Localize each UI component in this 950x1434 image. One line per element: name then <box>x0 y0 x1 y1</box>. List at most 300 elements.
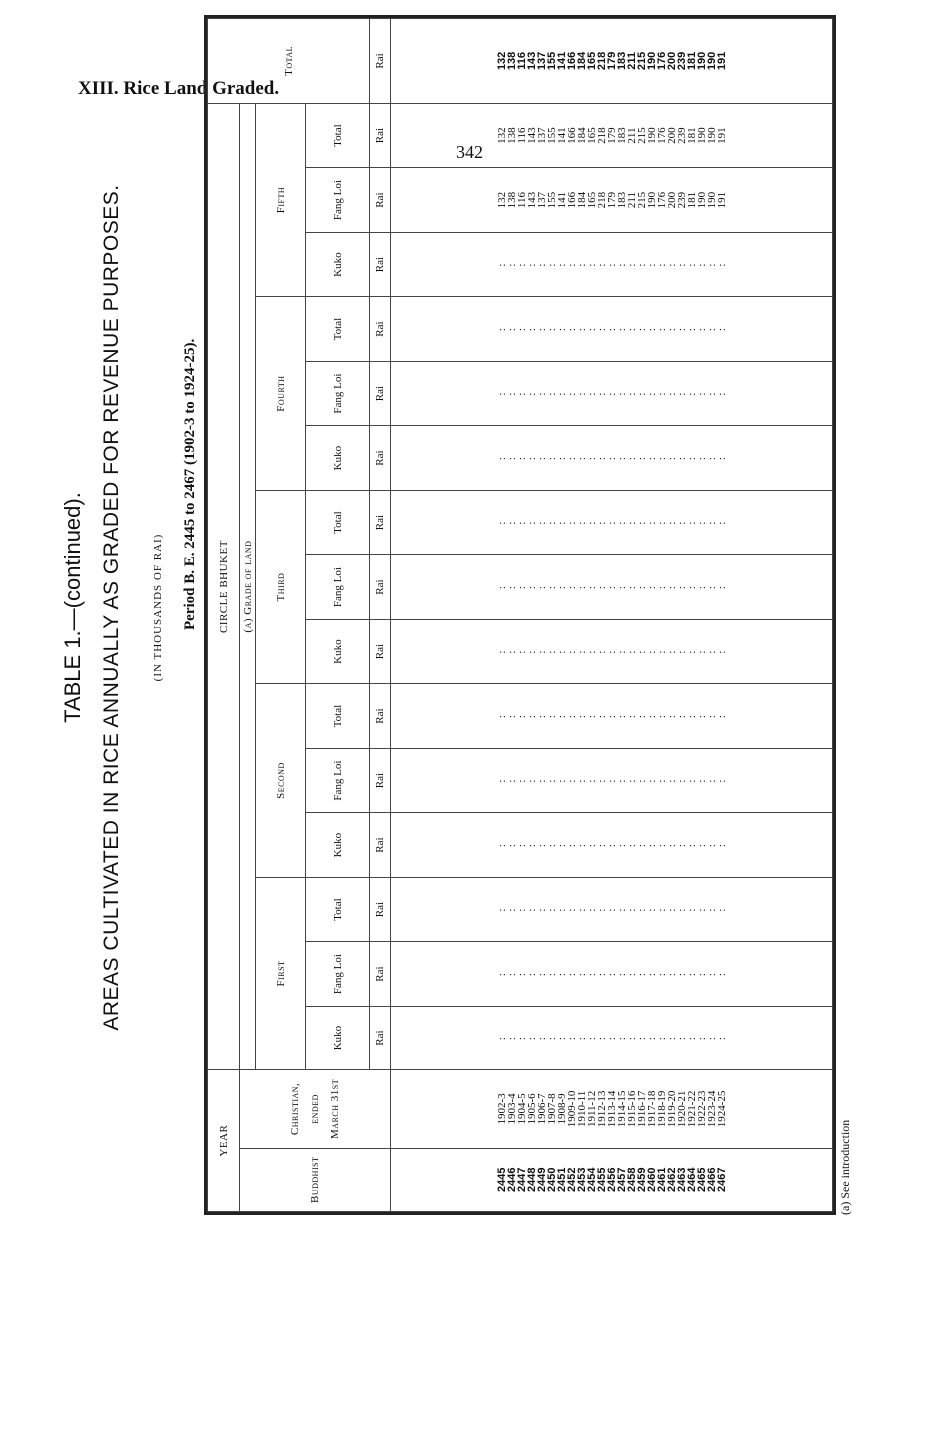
empty-cell: : <box>715 262 728 267</box>
empty-cell: : <box>545 649 558 654</box>
empty-cell: : <box>605 520 618 525</box>
fourth-kuko-column <box>391 426 833 491</box>
empty-cell: : <box>655 391 668 396</box>
empty-cell: : <box>635 585 648 590</box>
empty-cell: : <box>565 327 578 332</box>
empty-cell: : <box>705 585 718 590</box>
empty-cell: : <box>505 391 518 396</box>
empty-cell: : <box>665 972 678 977</box>
empty-cell: : <box>555 907 568 912</box>
fifth-fang-loi-cell: 137 <box>535 191 548 209</box>
unit-row <box>370 19 391 1212</box>
data-table-frame <box>204 15 836 1215</box>
total-header: Total <box>208 19 370 104</box>
empty-cell: : <box>715 585 728 590</box>
buddhist-year-cell: 2447 <box>515 1167 528 1193</box>
empty-cell: : <box>615 520 628 525</box>
grand-total-cell: 190 <box>705 51 718 71</box>
empty-cell: : <box>535 649 548 654</box>
empty-cell: : <box>645 391 658 396</box>
empty-cell: : <box>555 520 568 525</box>
fifth-total-cell: 184 <box>575 127 588 144</box>
fifth-total-cell: 165 <box>585 127 598 144</box>
grand-total-cell: 181 <box>685 51 698 71</box>
first-total-header: Total <box>306 877 370 942</box>
empty-cell: : <box>715 520 728 525</box>
empty-cell: : <box>635 456 648 461</box>
unit-label: Rai <box>370 1006 391 1069</box>
christian-year-cell: 1918-19 <box>655 1090 668 1128</box>
fifth-fang-loi-cell: 191 <box>715 191 728 209</box>
empty-cell: : <box>595 649 608 654</box>
empty-cell: : <box>515 907 528 912</box>
unit-label: Rai <box>370 297 391 362</box>
empty-cell: : <box>625 1036 638 1041</box>
empty-cell: : <box>605 714 618 719</box>
empty-cell: : <box>495 262 508 267</box>
empty-cell: : <box>505 262 518 267</box>
christian-year-cell: 1913-14 <box>605 1090 618 1128</box>
empty-cell: : <box>635 714 648 719</box>
grand-total-cell: 191 <box>715 51 728 71</box>
buddhist-year-column <box>391 1148 833 1211</box>
empty-cell: : <box>545 262 558 267</box>
empty-cell: : <box>605 1036 618 1041</box>
empty-cell: : <box>645 456 658 461</box>
rice-land-table <box>207 18 833 1212</box>
grand-total-cell: 141 <box>555 51 568 71</box>
empty-cell: : <box>535 1036 548 1041</box>
empty-cell: : <box>575 649 588 654</box>
christian-year-cell: 1924-25 <box>715 1090 728 1128</box>
empty-cell: : <box>565 907 578 912</box>
grand-total-cell: 137 <box>535 51 548 71</box>
empty-cell: : <box>615 843 628 848</box>
empty-cell: : <box>675 391 688 396</box>
fifth-fang-loi-cell: 215 <box>635 191 648 209</box>
third-kuko-column <box>391 619 833 684</box>
empty-cell: : <box>615 262 628 267</box>
empty-cell: : <box>595 778 608 783</box>
empty-cell: : <box>595 907 608 912</box>
empty-cell: : <box>515 649 528 654</box>
empty-cell: : <box>655 778 668 783</box>
empty-cell: : <box>565 778 578 783</box>
empty-cell: : <box>715 1036 728 1041</box>
third-fang-loi-column <box>391 555 833 620</box>
empty-cell: : <box>685 1036 698 1041</box>
empty-cell: : <box>555 456 568 461</box>
empty-cell: : <box>495 907 508 912</box>
christian-year-cell: 1905-6 <box>525 1093 538 1125</box>
empty-cell: : <box>515 585 528 590</box>
christian-year-cell: 1914-15 <box>615 1090 628 1128</box>
fifth-fang-loi-cell: 138 <box>505 191 518 209</box>
empty-cell: : <box>575 585 588 590</box>
empty-cell: : <box>665 327 678 332</box>
empty-cell: : <box>675 456 688 461</box>
empty-cell: : <box>645 907 658 912</box>
fifth-total-cell: 239 <box>675 127 688 144</box>
empty-cell: : <box>495 1036 508 1041</box>
empty-cell: : <box>575 714 588 719</box>
fourth-kuko-header: Kuko <box>306 426 370 491</box>
empty-cell: : <box>595 585 608 590</box>
empty-cell: : <box>595 714 608 719</box>
empty-cell: : <box>635 391 648 396</box>
empty-cell: : <box>595 327 608 332</box>
fifth-total-header: Total <box>306 103 370 168</box>
empty-cell: : <box>695 778 708 783</box>
empty-cell: : <box>535 585 548 590</box>
empty-cell: : <box>555 391 568 396</box>
empty-cell: : <box>545 972 558 977</box>
empty-cell: : <box>645 649 658 654</box>
empty-cell: : <box>605 778 618 783</box>
empty-cell: : <box>575 1036 588 1041</box>
empty-cell: : <box>625 520 638 525</box>
empty-cell: : <box>525 649 538 654</box>
grade-first-header: First <box>256 877 306 1069</box>
grand-total-cell: 165 <box>585 51 598 71</box>
fifth-fang-loi-cell: 218 <box>595 191 608 209</box>
empty-cell: : <box>495 456 508 461</box>
second-kuko-header: Kuko <box>306 813 370 878</box>
unit-label: Rai <box>370 19 391 104</box>
empty-cell: : <box>575 456 588 461</box>
empty-cell: : <box>585 649 598 654</box>
christian-year-cell: 1902-3 <box>495 1093 508 1125</box>
christian-year-cell: 1915-16 <box>625 1090 638 1128</box>
fifth-fang-loi-cell: 190 <box>695 191 708 209</box>
empty-cell: : <box>615 327 628 332</box>
empty-cell: : <box>505 972 518 977</box>
empty-cell: : <box>505 520 518 525</box>
fifth-fang-loi-cell: 141 <box>555 191 568 209</box>
empty-cell: : <box>555 1036 568 1041</box>
empty-cell: : <box>615 972 628 977</box>
empty-cell: : <box>515 327 528 332</box>
empty-cell: : <box>495 778 508 783</box>
empty-cell: : <box>565 520 578 525</box>
empty-cell: : <box>505 843 518 848</box>
empty-cell: : <box>605 972 618 977</box>
empty-cell: : <box>605 456 618 461</box>
grand-total-cell: 215 <box>635 51 648 71</box>
fifth-total-column <box>391 103 833 168</box>
empty-cell: : <box>595 391 608 396</box>
buddhist-year-cell: 2450 <box>545 1167 558 1193</box>
grand-total-cell: 200 <box>665 51 678 71</box>
empty-cell: : <box>665 714 678 719</box>
fifth-fang-loi-cell: 183 <box>615 191 628 209</box>
empty-cell: : <box>555 843 568 848</box>
empty-cell: : <box>635 972 648 977</box>
empty-cell: : <box>645 778 658 783</box>
grand-total-cell: 132 <box>495 51 508 71</box>
empty-cell: : <box>655 585 668 590</box>
empty-cell: : <box>505 456 518 461</box>
fifth-fang-loi-cell: 165 <box>585 191 598 209</box>
empty-cell: : <box>535 843 548 848</box>
grand-total-cell: 190 <box>645 51 658 71</box>
section-heading: XIII. Rice Land Graded. <box>78 78 280 99</box>
christian-year-cell: 1910-11 <box>575 1090 588 1128</box>
empty-cell: : <box>635 520 648 525</box>
empty-cell: : <box>655 327 668 332</box>
empty-cell: : <box>705 1036 718 1041</box>
empty-cell: : <box>515 391 528 396</box>
grand-total-cell: 116 <box>515 52 528 70</box>
christian-year-cell: 1917-18 <box>645 1090 658 1128</box>
empty-cell: : <box>565 391 578 396</box>
grand-total-cell: 239 <box>675 51 688 71</box>
first-kuko-column <box>391 1006 833 1069</box>
empty-cell: : <box>565 1036 578 1041</box>
empty-cell: : <box>545 456 558 461</box>
empty-cell: : <box>625 391 638 396</box>
empty-cell: : <box>625 649 638 654</box>
fifth-fang-loi-cell: 132 <box>495 191 508 209</box>
empty-cell: : <box>615 391 628 396</box>
empty-cell: : <box>585 262 598 267</box>
empty-cell: : <box>655 843 668 848</box>
empty-cell: : <box>595 520 608 525</box>
unit-label: Rai <box>370 168 391 233</box>
empty-cell: : <box>715 907 728 912</box>
fifth-total-cell: 200 <box>665 127 678 144</box>
empty-cell: : <box>685 585 698 590</box>
empty-cell: : <box>585 843 598 848</box>
buddhist-year-cell: 2453 <box>575 1167 588 1193</box>
empty-cell: : <box>705 972 718 977</box>
empty-cell: : <box>495 714 508 719</box>
empty-cell: : <box>525 327 538 332</box>
unit-label: Rai <box>370 619 391 684</box>
grade-fourth-header: Fourth <box>256 297 306 491</box>
empty-cell: : <box>495 585 508 590</box>
christian-march: March 31st <box>329 1078 341 1139</box>
grade-second-header: Second <box>256 684 306 878</box>
grand-total-cell: 183 <box>615 51 628 71</box>
buddhist-year-cell: 2462 <box>665 1167 678 1193</box>
empty-cell: : <box>715 391 728 396</box>
christian-year-cell: 1923-24 <box>705 1090 718 1128</box>
first-kuko-header: Kuko <box>306 1006 370 1069</box>
buddhist-year-cell: 2448 <box>525 1167 538 1193</box>
empty-cell: : <box>695 391 708 396</box>
christian-header <box>240 1070 391 1148</box>
fifth-total-cell: 179 <box>605 127 618 144</box>
empty-cell: : <box>545 391 558 396</box>
first-fang-loi-header: Fang Loi <box>306 942 370 1007</box>
empty-cell: : <box>665 843 678 848</box>
unit-label: Rai <box>370 361 391 426</box>
empty-cell: : <box>635 649 648 654</box>
empty-cell: : <box>615 907 628 912</box>
empty-cell: : <box>545 1036 558 1041</box>
empty-cell: : <box>705 520 718 525</box>
empty-cell: : <box>525 262 538 267</box>
empty-cell: : <box>525 714 538 719</box>
empty-cell: : <box>665 456 678 461</box>
empty-cell: : <box>575 391 588 396</box>
buddhist-year-cell: 2456 <box>605 1167 618 1193</box>
grand-total-cell: 143 <box>525 51 538 71</box>
grand-total-cell: 155 <box>545 51 558 71</box>
christian-year-cell: 1907-8 <box>545 1093 558 1125</box>
empty-cell: : <box>645 327 658 332</box>
empty-cell: : <box>545 327 558 332</box>
empty-cell: : <box>545 520 558 525</box>
fifth-fang-loi-cell: 184 <box>575 191 588 209</box>
empty-cell: : <box>585 907 598 912</box>
empty-cell: : <box>685 262 698 267</box>
fifth-total-cell: 191 <box>715 127 728 144</box>
empty-cell: : <box>555 585 568 590</box>
empty-cell: : <box>605 585 618 590</box>
empty-cell: : <box>535 972 548 977</box>
empty-cell: : <box>685 520 698 525</box>
grand-total-cell: 218 <box>595 51 608 71</box>
fifth-fang-loi-cell: 176 <box>655 191 668 209</box>
empty-cell: : <box>665 585 678 590</box>
buddhist-year-cell: 2467 <box>715 1167 728 1193</box>
empty-cell: : <box>615 1036 628 1041</box>
empty-cell: : <box>635 262 648 267</box>
empty-cell: : <box>625 907 638 912</box>
empty-cell: : <box>625 843 638 848</box>
empty-cell: : <box>525 585 538 590</box>
empty-cell: : <box>605 327 618 332</box>
second-fang-loi-column <box>391 748 833 813</box>
fifth-total-cell: 211 <box>625 127 638 144</box>
christian-year-cell: 1908-9 <box>555 1093 568 1125</box>
empty-cell: : <box>665 391 678 396</box>
grand-total-cell: 166 <box>565 51 578 71</box>
empty-cell: : <box>575 262 588 267</box>
empty-cell: : <box>595 262 608 267</box>
empty-cell: : <box>525 843 538 848</box>
empty-cell: : <box>625 778 638 783</box>
empty-cell: : <box>505 907 518 912</box>
empty-cell: : <box>535 262 548 267</box>
empty-cell: : <box>625 714 638 719</box>
empty-cell: : <box>705 649 718 654</box>
empty-cell: : <box>625 972 638 977</box>
buddhist-year-cell: 2463 <box>675 1167 688 1193</box>
empty-cell: : <box>525 907 538 912</box>
empty-cell: : <box>715 714 728 719</box>
empty-cell: : <box>675 262 688 267</box>
empty-cell: : <box>535 778 548 783</box>
empty-cell: : <box>705 391 718 396</box>
empty-cell: : <box>655 262 668 267</box>
empty-cell: : <box>715 456 728 461</box>
buddhist-year-cell: 2455 <box>595 1167 608 1193</box>
empty-cell: : <box>535 520 548 525</box>
empty-cell: : <box>515 262 528 267</box>
fifth-fang-loi-header: Fang Loi <box>306 168 370 233</box>
empty-cell: : <box>575 907 588 912</box>
empty-cell: : <box>685 391 698 396</box>
empty-cell: : <box>635 1036 648 1041</box>
empty-cell: : <box>555 778 568 783</box>
footnote: (a) See introduction <box>838 1119 852 1215</box>
christian-year-cell: 1920-21 <box>675 1090 688 1128</box>
empty-cell: : <box>655 972 668 977</box>
buddhist-year-cell: 2464 <box>685 1167 698 1193</box>
empty-cell: : <box>525 972 538 977</box>
empty-cell: : <box>535 456 548 461</box>
empty-cell: : <box>705 843 718 848</box>
fifth-fang-loi-cell: 190 <box>645 191 658 209</box>
empty-cell: : <box>655 907 668 912</box>
fifth-total-cell: 137 <box>535 127 548 144</box>
empty-cell: : <box>585 972 598 977</box>
empty-cell: : <box>495 520 508 525</box>
empty-cell: : <box>605 907 618 912</box>
unit-label: Rai <box>370 813 391 878</box>
empty-cell: : <box>515 778 528 783</box>
empty-cell: : <box>685 649 698 654</box>
buddhist-year-cell: 2461 <box>655 1167 668 1193</box>
empty-cell: : <box>715 843 728 848</box>
empty-cell: : <box>515 1036 528 1041</box>
empty-cell: : <box>605 649 618 654</box>
christian-year-cell: 1916-17 <box>635 1090 648 1128</box>
empty-cell: : <box>635 843 648 848</box>
second-fang-loi-header: Fang Loi <box>306 748 370 813</box>
empty-cell: : <box>575 778 588 783</box>
empty-cell: : <box>585 585 598 590</box>
period-line: Period B. E. 2445 to 2467 (1902-3 to 1924-25). <box>182 338 198 630</box>
empty-cell: : <box>495 327 508 332</box>
empty-cell: : <box>505 649 518 654</box>
empty-cell: : <box>625 585 638 590</box>
grand-total-cell: 138 <box>505 51 518 71</box>
christian-label: Christian, <box>289 1082 301 1136</box>
empty-cell: : <box>525 391 538 396</box>
christian-year-column <box>391 1070 833 1148</box>
fourth-total-column <box>391 297 833 362</box>
empty-cell: : <box>555 714 568 719</box>
unit-label: Rai <box>370 684 391 749</box>
empty-cell: : <box>595 972 608 977</box>
fourth-fang-loi-header: Fang Loi <box>306 361 370 426</box>
empty-cell: : <box>645 1036 658 1041</box>
empty-cell: : <box>665 649 678 654</box>
buddhist-year-cell: 2460 <box>645 1167 658 1193</box>
empty-cell: : <box>665 778 678 783</box>
fifth-total-cell: 218 <box>595 127 608 144</box>
rotated-table-page <box>60 0 850 1215</box>
table-body-row <box>391 19 833 1212</box>
empty-cell: : <box>655 714 668 719</box>
empty-cell: : <box>555 972 568 977</box>
empty-cell: : <box>675 585 688 590</box>
empty-cell: : <box>685 456 698 461</box>
empty-cell: : <box>665 262 678 267</box>
empty-cell: : <box>525 778 538 783</box>
empty-cell: : <box>695 714 708 719</box>
empty-cell: : <box>635 327 648 332</box>
empty-cell: : <box>685 327 698 332</box>
empty-cell: : <box>695 327 708 332</box>
empty-cell: : <box>505 327 518 332</box>
grand-total-cell: 179 <box>605 51 618 71</box>
empty-cell: : <box>505 714 518 719</box>
